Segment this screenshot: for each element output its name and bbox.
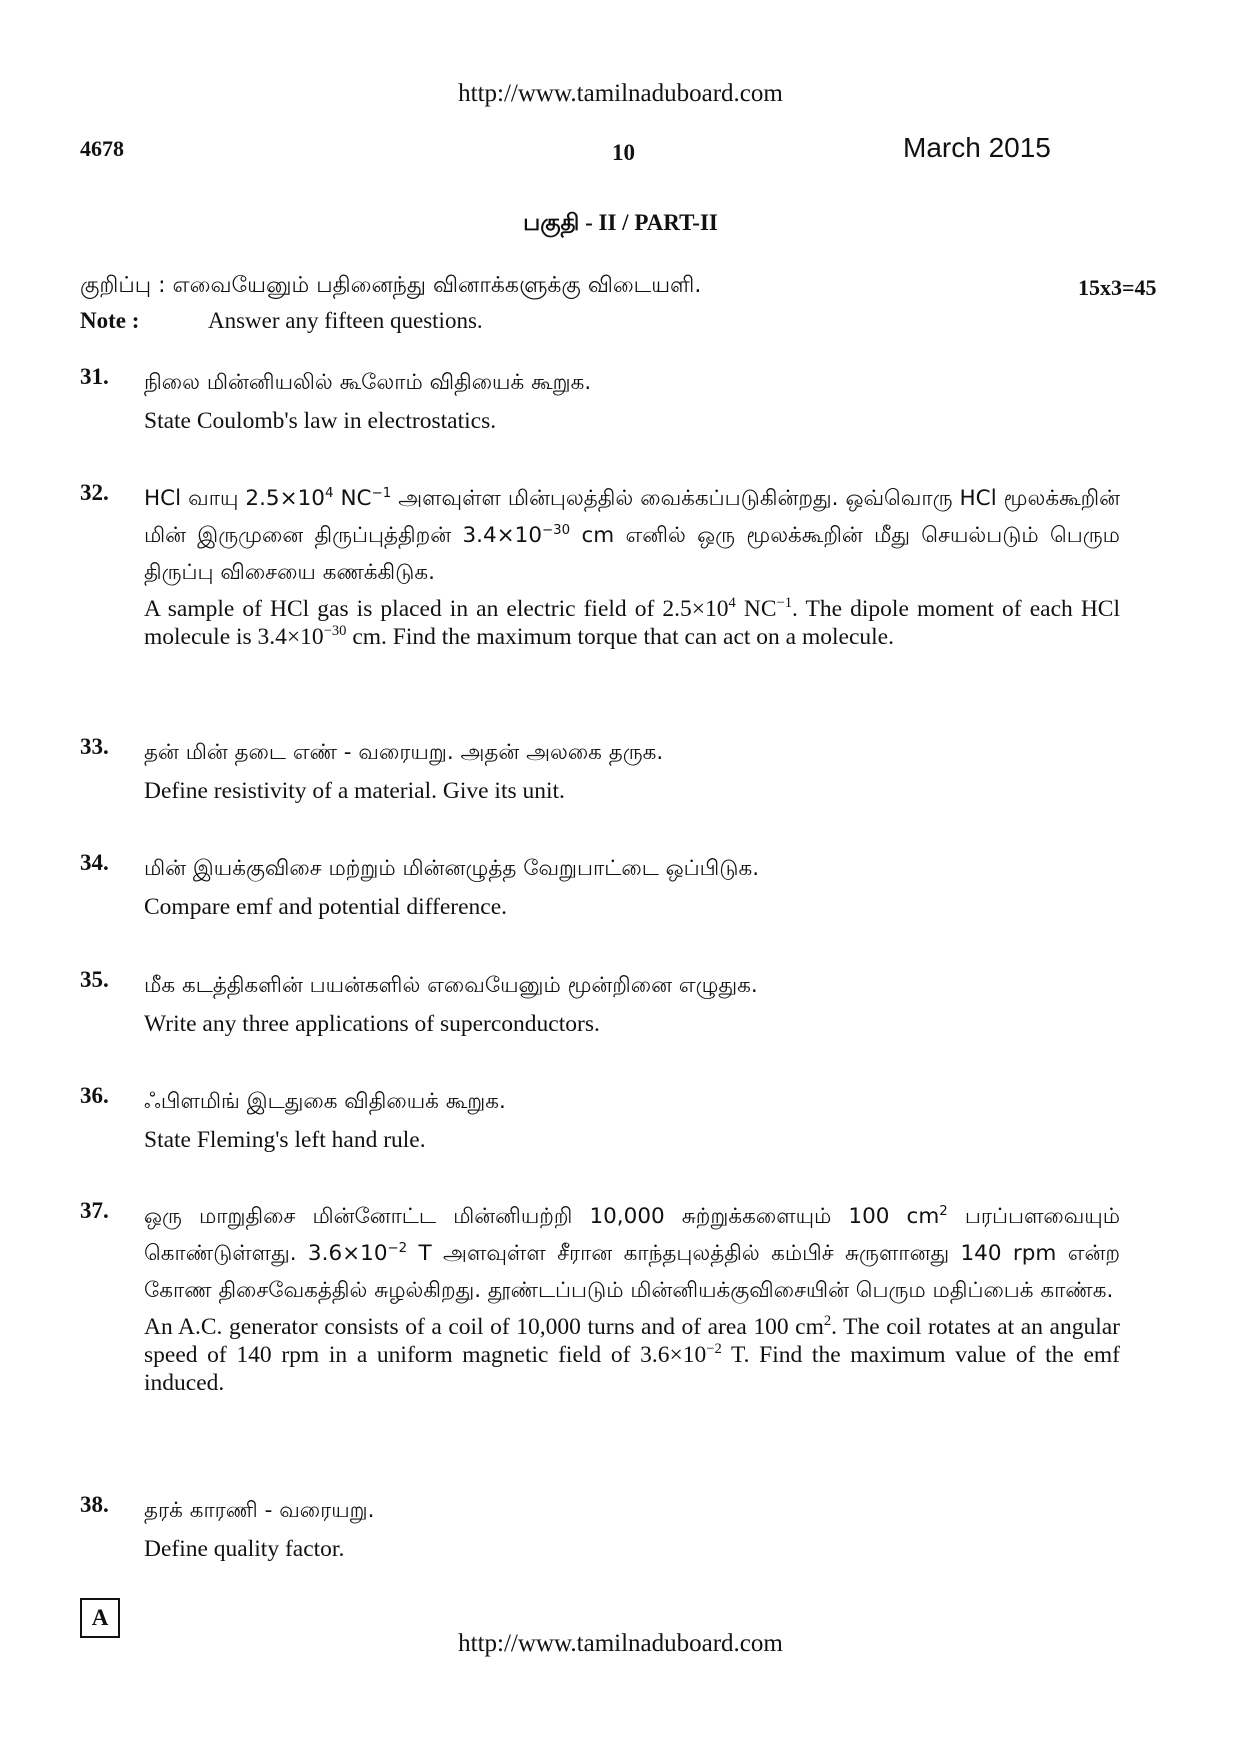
question-tamil: மீக கடத்திகளின் பயன்களில் எவையேனும் மூன்றினை எழுதுக.: [144, 973, 758, 998]
question-tamil: ஃபிளமிங் இடதுகை விதியைக் கூறுக.: [144, 1089, 506, 1114]
question-38: [80, 1492, 1120, 1565]
question-number: 35.: [80, 967, 109, 992]
footer-url: http://www.tamilnaduboard.com: [458, 1630, 783, 1657]
question-32: [80, 480, 1120, 651]
question-34: [80, 850, 1120, 923]
question-35: [80, 967, 1120, 1040]
question-english: Write any three applications of superconductors.: [144, 1011, 600, 1037]
paper-code: 4678: [80, 136, 124, 161]
question-english: Define resistivity of a material. Give its unit.: [144, 778, 565, 804]
question-tamil: தன் மின் தடை எண் - வரையறு. அதன் அலகை தருக.: [144, 740, 664, 765]
question-tamil: ஒரு மாறுதிசை மின்னோட்ட மின்னியற்றி 10,000 சுற்றுக்களையும் 100 $cm^2$ பரப்பளவையும் கொண்டுள்ளது. $3.6\times 10^{-2}$ T அளவுள்ள சீரான காந்தபுலத்தில் கம்பிச் சுருளானது 140 rpm என்ற கோண திசைவேகத்தில் சுழல்கிறது. தூண்டப்படும் மின்னியக்குவிசையின் பெரும மதிப்பைக் காண்க.: [144, 1203, 1121, 1303]
question-number: 34.: [80, 850, 109, 875]
question-tamil: மின் இயக்குவிசை மற்றும் மின்னழுத்த வேறுபாட்டை ஒப்பிடுக.: [144, 856, 760, 881]
question-tamil: HCl வாயு $2.5\times 10^4$ $NC^{-1}$ அளவுள்ள மின்புலத்தில் வைக்கப்படுகின்றது. ஒவ்வொரு HCl மூலக்கூறின் மின் இருமுனை திருப்புத்திறன் $3.4\times 10^{-30}$ cm எனில் ஒரு மூலக்கூறின் மீது செயல்படும் பெரும திருப்பு விசையை கணக்கிடுக.: [144, 485, 1120, 585]
question-number: 36.: [80, 1083, 109, 1108]
question-number: 38.: [80, 1492, 109, 1517]
booklet-code-box: A: [80, 1598, 120, 1638]
question-31: [80, 364, 1120, 437]
note-label: Note :: [80, 308, 140, 333]
note-english: [80, 308, 483, 334]
question-number: 33.: [80, 734, 109, 759]
question-english: A sample of HCl gas is placed in an electric field of $2.5\times 10^4$ $NC^{-1}$. The dipole moment of each HCl molecule is $3.4\times 10^{-30}$ cm. Find the maximum torque that can act on a molecule.: [144, 595, 1120, 650]
question-tamil: நிலை மின்னியலில் கூலோம் விதியைக் கூறுக.: [144, 370, 592, 395]
question-english: An A.C. generator consists of a coil of 10,000 turns and of area 100 $cm^2$. The coil rotates at an angular speed of 140 rpm in a uniform magnetic field of $3.6\times 10^{-2}$ T. Find the maximum value of the emf induced.: [144, 1313, 1120, 1396]
question-number: 32.: [80, 480, 109, 505]
question-tamil: தரக் காரணி - வரையறு.: [144, 1498, 375, 1523]
marks-scheme: 15x3=45: [1078, 275, 1157, 300]
question-number: 31.: [80, 364, 109, 389]
note-tamil: குறிப்பு : எவையேனும் பதினைந்து வினாக்களுக்கு விடையளி.: [80, 273, 702, 298]
exam-date: March 2015: [903, 132, 1051, 163]
question-english: Compare emf and potential difference.: [144, 894, 508, 920]
question-english: Define quality factor.: [144, 1536, 345, 1562]
question-33: [80, 734, 1120, 807]
page-number: 10: [612, 140, 635, 165]
question-36: [80, 1083, 1120, 1156]
header-url: http://www.tamilnaduboard.com: [458, 80, 783, 107]
question-number: 37.: [80, 1198, 109, 1223]
question-english: State Coulomb's law in electrostatics.: [144, 408, 497, 434]
part-title: பகுதி - II / PART-II: [523, 210, 718, 235]
note-text: Answer any fifteen questions.: [208, 308, 483, 333]
question-english: State Fleming's left hand rule.: [144, 1127, 426, 1153]
question-37: [80, 1198, 1120, 1397]
